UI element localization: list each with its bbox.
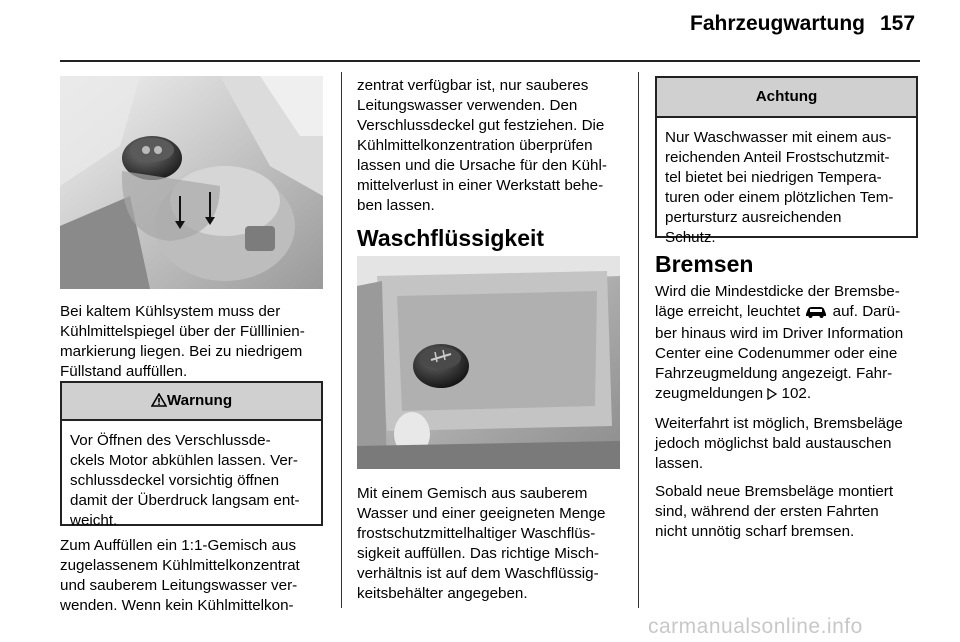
brake-pad-text-a: Wird die Mindestdicke der Bremsbe- läge erreicht, leuchtet [655,283,900,320]
brakes-heading: Bremsen [655,251,754,277]
coolant-reservoir-photo [60,76,323,289]
continue-driving-paragraph: Weiterfahrt ist möglich, Bremsbeläge jedoch möglichst bald austauschen lassen. [655,415,903,472]
brake-pad-text-b: auf. Darü- [828,303,901,320]
page-reference-icon [767,386,777,406]
warning-box-header [62,383,321,421]
warning-box [60,381,323,529]
caution-text: Nur Waschwasser mit einem aus- reichenden Anteil Frostschutzmit- tel bietet bei niedrigen Tempera- turen oder einem plötzlichen Tem- pertursturz ausreichenden Schutz. [665,129,894,246]
brake-pad-text-c: ber hinaus wird im Driver Information Center eine Codenummer oder eine Fahrzeugmeldung angezeigt. Fahr- zeugmeldungen [655,325,904,402]
new-brake-pads-paragraph: Sobald neue Bremsbeläge montiert sind, während der ersten Fahrten nicht unnötig scharf bremsen. [655,483,894,540]
coolant-level-paragraph: Bei kaltem Kühlsystem muss der Kühlmittelspiegel über der Fülllinien- markierung liegen. Bei zu niedrigem Füllstand auffüllen. [60,303,305,380]
washer-mix-paragraph: Mit einem Gemisch aus sauberem Wasser und einer geeigneten Menge frostschutzmittelhaltiger Waschflüs- sigkeit auffüllen. Das richtige Misch- verhältnis ist auf dem Waschflüssig- keitsbehälter angegeben. [357,485,606,602]
warning-title: Warnung [166,392,233,409]
washer-fluid-photo [357,256,620,469]
header-divider [60,60,920,62]
page-number: 157 [880,12,916,35]
column-2-text-1 [357,76,632,216]
coolant-mix-paragraph: Zum Auffüllen ein 1:1-Gemisch aus zugelassenem Kühlmittelkonzentrat und sauberem Leitungswasser ver- wenden. Wenn kein Kühlmittelkon- [60,537,300,614]
brake-pad-paragraph [655,282,925,406]
column-3-text [655,282,925,542]
page-header-title: Fahrzeugwartung [690,12,866,35]
page-reference-link[interactable]: 102. [777,385,812,402]
washer-reservoir-illustration [357,256,620,469]
column-2-text-2 [357,484,632,604]
brake-warning-car-icon [804,304,828,324]
column-divider-2 [638,72,639,608]
site-watermark: carmanualsonline.info [648,615,863,638]
caution-box [655,76,918,246]
warning-text: Vor Öffnen des Verschlussde- ckels Motor abkühlen lassen. Ver- schlussdeckel vorsichtig öffnen damit der Überdruck langsam ent- weicht. [70,432,300,529]
warning-triangle-icon [151,385,167,421]
washer-fluid-heading: Waschflüssigkeit [357,225,545,251]
column-1-text-1 [60,302,335,382]
coolant-continue-paragraph: zentrat verfügbar ist, nur sauberes Leitungswasser verwenden. Den Verschlussdeckel gut festziehen. Die Kühlmittelkonzentration überprüfen lassen und die Ursache für den Kühl- mittelverlust in einer Werkstatt behe- ben lassen. [357,77,607,214]
caution-box-header: Achtung [657,78,916,118]
column-divider-1 [341,72,342,608]
coolant-reservoir-illustration [60,76,323,289]
column-1-text-2 [60,536,335,616]
